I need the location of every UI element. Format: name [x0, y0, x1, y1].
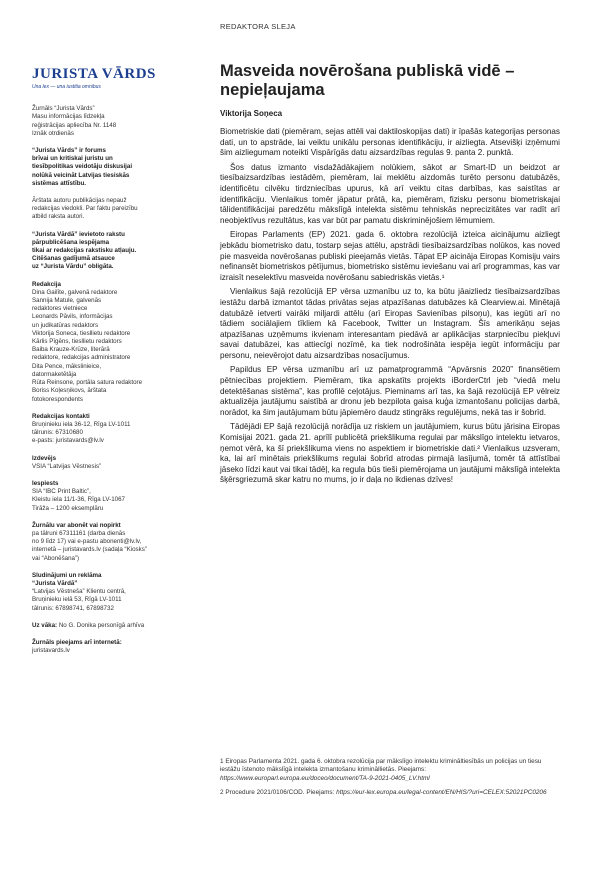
forum-line: tiesībpolitikas veidotāju diskusijai — [32, 163, 133, 171]
staff-line: redaktores vietniece — [32, 305, 88, 313]
copyright-notice — [32, 231, 172, 272]
registration-line: Žurnāls “Jurista Vārds” — [32, 105, 95, 113]
publisher-block — [32, 455, 172, 471]
ads-heading-journal: “Jurista Vārdā” — [32, 579, 78, 587]
footnote-text: 1 Eiropas Parlamenta 2021. gada 6. oktobra rezolūcija par mākslīgo intelektu krimināltiesībās un policijas un tiesu iestāžu īstenoto mākslīgā intelekta izmantošanu krimināllietās. Pieejams: — [220, 758, 542, 774]
ads-heading: Sludinājumi un reklāma — [32, 571, 102, 579]
contacts-block — [32, 413, 172, 446]
ads-line: “Latvijas Vēstneša” Klientu centrā, — [32, 588, 126, 596]
registration-line: reģistrācijas apliecība Nr. 1148 — [32, 121, 117, 129]
cover-credit — [32, 622, 172, 630]
online-link[interactable]: juristavards.lv — [32, 647, 70, 655]
ads-block — [32, 572, 172, 613]
staff-line: Leonards Pāvils, informācijas — [32, 313, 113, 321]
contact-phone: tālrunis: 67310680 — [32, 429, 83, 437]
printer-line: Kleistu iela 11/1-36, Rīga LV-1067 — [32, 496, 125, 504]
registration-line: Masu informācijas līdzekļa — [32, 113, 105, 121]
registration-block — [32, 105, 172, 138]
section-label: REDAKTORA SLEJA — [220, 22, 296, 31]
printer-line: Tirāža – 1200 eksemplāru — [32, 504, 104, 512]
subscription-block — [32, 522, 172, 563]
staff-line: Baiba Krauze-Krūze, literārā — [32, 346, 110, 354]
ads-line: Bruņinieku ielā 53, Rīgā LV-1011 — [32, 596, 122, 604]
contacts-heading: Redakcijas kontakti — [32, 412, 90, 420]
article-paragraph: Biometriskie dati (piemēram, sejas attēli vai daktiloskopijas dati) ir īpašās kategorijas personas dati, un to apstrāde, lai veiktu unikālu personas identifikāciju, ir aizliegta. Atsevišķi izņēmumi šim aizliegumam noteikti Vispārīgās datu aizsardzības regulas 9. panta 2. punktā. — [220, 127, 560, 158]
cover-text: No G. Donika personīgā arhīva — [58, 621, 145, 629]
footnote-text: 2 Procedure 2021/0106/COD. Pieejams: — [220, 788, 335, 796]
article — [220, 62, 560, 490]
forum-line: sistēmas attīstību. — [32, 179, 86, 187]
online-heading: Žurnāls pieejams arī internetā: — [32, 638, 122, 646]
staff-line: Kārlis Pīgēns, tiesllietu redaktors — [32, 338, 122, 346]
article-paragraph: Eiropas Parlaments (EP) 2021. gada 6. oktobra rezolūcijā izteica aicinājumu aizliegt jebkādu biometrisko datu, tostarp sejas attēlu, apstrādi tiesībaizsardzības nolūkos, kas noved pie masveida novērošanas publiski pieejamās vietās. Tāpat EP aicināja Eiropas Komisiju vairs nefinansēt biometriskos pētījumus, biometrisko sistēmu ieviešanu vai arī programmas, kas var izraisīt neselektīvu masveida novērošanu sabiedriskās vietās.¹ — [220, 230, 560, 282]
copyright-line: pārpublicēšana iespējama — [32, 238, 110, 246]
staff-line: Boriss Koļesņikovs, ārštata — [32, 387, 107, 395]
subscription-line: pa tālruni 67311161 (darba dienās — [32, 529, 126, 537]
article-paragraph: Tādējādi EP šajā rezolūcijā norādīja uz riskiem un jautājumiem, kurus būtu jārisina Eiropas Komisijai 2021. gada 21. aprīlī publicētā priekšlikuma regulai par mākslīgo intelektu ietvaros, ņemot vērā, ka šī priekšlikuma viens no aspektiem ir biometriskie dati.² Vienlaikus uzsveram, ka, lai arī minētais priekšlikums regulai šobrīd atrodas pirmajā lasījumā, tomēr tā attīstībai jāseko līdzi kaut vai tikai tādēļ, ka regula būs tieši piemērojama un jautājumi mākslīgā intelekta šķērsgriezumā skar katru no mums, jo ir daļa no ikdienas dzīves! — [220, 422, 560, 485]
disclaimer-line: Ārštata autoru publikācijas nepauž — [32, 197, 127, 205]
staff-line: Viktorija Soneca, tiesllietu redaktore — [32, 329, 131, 337]
staff-line: Dita Pence, mākslinieice, — [32, 362, 102, 370]
forum-statement — [32, 147, 172, 188]
forum-line: brīvai un kritiskai juristu un — [32, 155, 113, 163]
printer-heading: Iespiests — [32, 479, 59, 487]
footnote — [220, 789, 560, 797]
subscription-line: internetā – juristavards.lv (sadaļa “Kiosks” — [32, 546, 147, 554]
staff-line: Rūta Reinsone, portāla satura redaktore — [32, 379, 143, 387]
ads-line: tālrunis: 67898741, 67898732 — [32, 604, 114, 612]
footnote-link[interactable]: https://eur-lex.europa.eu/legal-content/EN/HIS/?uri=CELEX:52021PC0206 — [336, 788, 547, 796]
forum-line: nolūkā veicināt Latvijas tiesiskās — [32, 171, 130, 179]
staff-line: redaktore, redakcijas administratore — [32, 354, 131, 362]
publisher-name: VSIA “Latvijas Vēstnesis” — [32, 462, 102, 470]
printer-block — [32, 480, 172, 513]
staff-line: Sannija Matule, galvenās — [32, 297, 102, 305]
disclaimer — [32, 197, 172, 222]
article-author: Viktorija Soņeca — [220, 109, 283, 118]
cover-label: Uz vāka: — [32, 621, 58, 629]
article-paragraph: Vienlaikus šajā rezolūcijā EP vērsa uzmanību uz to, ka būtu jāaizliedz tiesībaizsardzības iestāžu darbā izmantot tādas privātas sejas atpazīšanas datubāzes kā Clearview.ai. Minētajā datubāzē ietverti vairāki miljardi attēlu (arī Eiropas Savienības pilsoņu), kas iegūti arī no tādiem sociālajiem tīkliem kā Facebook, Twitter un Instagram. Šīs amerikāņu sejas atpazīšanas uzņēmums ikvienam interesantam piedāvā ar aplikācijas starpniecību piekļuvi savai datubāzei, kas attiecīgi nozīmē, ka tiek nodrošināta iespēja iegūt informāciju par personu, neievērojot datu aizsardzības nosacījumus. — [220, 287, 560, 360]
subscription-line: vai “Abonēšana”) — [32, 554, 80, 562]
staff-line: fotokorespondents — [32, 395, 83, 403]
footnotes — [220, 758, 560, 803]
forum-line: “Jurista Vārds” ir forums — [32, 147, 106, 155]
staff-line: Dina Gailīte, galvenā redaktore — [32, 288, 118, 296]
footnote — [220, 758, 560, 783]
copyright-line: tikai ar redakcijas rakstisku atļauju. — [32, 247, 137, 255]
article-title: Masveida novērošana publiskā vidē – nepieļaujama — [220, 62, 515, 99]
copyright-line: uz “Jurista Vārdu” obligāta. — [32, 263, 114, 271]
copyright-line: Citēšanas gadījumā atsauce — [32, 255, 115, 263]
printer-line: SIA “IBC Print Baltic”, — [32, 488, 91, 496]
subscription-heading: Žurnālu var abonēt vai nopirkt — [32, 521, 121, 529]
disclaimer-line: redakcijas viedokli. Par faktu pareizību — [32, 205, 138, 213]
online-block — [32, 639, 172, 655]
article-body — [220, 127, 560, 486]
editorial-heading: Redakcija — [32, 280, 61, 288]
article-paragraph: Šos datus izmanto visdažādākajiem nolūkiem, sākot ar Smart-ID un beidzot ar tiesībaizsardzības iestādēm, piemēram, lai meklētu aizdomās turēto personu datubāzēs, identificētu cilvēku tirdzniecības upurus, kā arī veiktu citas darbības, kas saistītas ar identifikāciju. Vienlaikus tomēr jāpatur prātā, ka, piemēram, fizisku personu biometriskajai tālidentifikācijai paredzētu mākslīgā intelekta sistēmu tehniskās neprecizitātes var radīt arī neobjektīvus rezultātus, kas var būt par pamatu diskriminējošiem lēmumiem. — [220, 162, 560, 225]
subscription-line: no 9 līdz 17) vai e-pastu abonenti@lv.lv, — [32, 538, 142, 546]
contact-address: Bruņinieku iela 36-12, Rīga LV-1011 — [32, 420, 131, 428]
registration-line: Iznāk otrdienās — [32, 129, 74, 137]
staff-line: datormaketētāja — [32, 370, 77, 378]
copyright-line: “Jurista Vārdā” ievietoto rakstu — [32, 230, 125, 238]
journal-logo: JURISTA VĀRDS — [32, 66, 156, 82]
article-paragraph: Papildus EP vērsa uzmanību arī uz pamatprogrammā “Apvārsnis 2020” finansētiem pētniecības projektiem. Piemēram, tika apskatīts projekts iBorderCtrl jeb “viedā melu detektēšanas sistēma”, kas profilē ceļotājus. Pieminams arī tas, ka šajā rezolūcijā EP vēlreiz aktualizēja jautājumu saistībā ar dronu jeb bezpilota gaisa kuģa izmantošanu policijas darbā, norādot, ka šim jautājumam būtu jāpiemēro daudz stingrāks regulējums, nekā tas ir šobrīd. — [220, 365, 560, 417]
sidebar — [32, 66, 172, 664]
publisher-heading: Izdevējs — [32, 454, 57, 462]
editorial-block — [32, 281, 172, 404]
staff-line: un judikatūras redaktors — [32, 321, 99, 329]
logo-tagline: Una lex — una iustitia omnibus — [32, 84, 101, 90]
footnote-link[interactable]: https://www.europarl.europa.eu/doceo/document/TA-9-2021-0405_LV.html — [220, 774, 430, 782]
contact-email[interactable]: e-pasts: juristavards@lv.lv — [32, 437, 104, 445]
disclaimer-line: atbild raksta autori. — [32, 213, 85, 221]
